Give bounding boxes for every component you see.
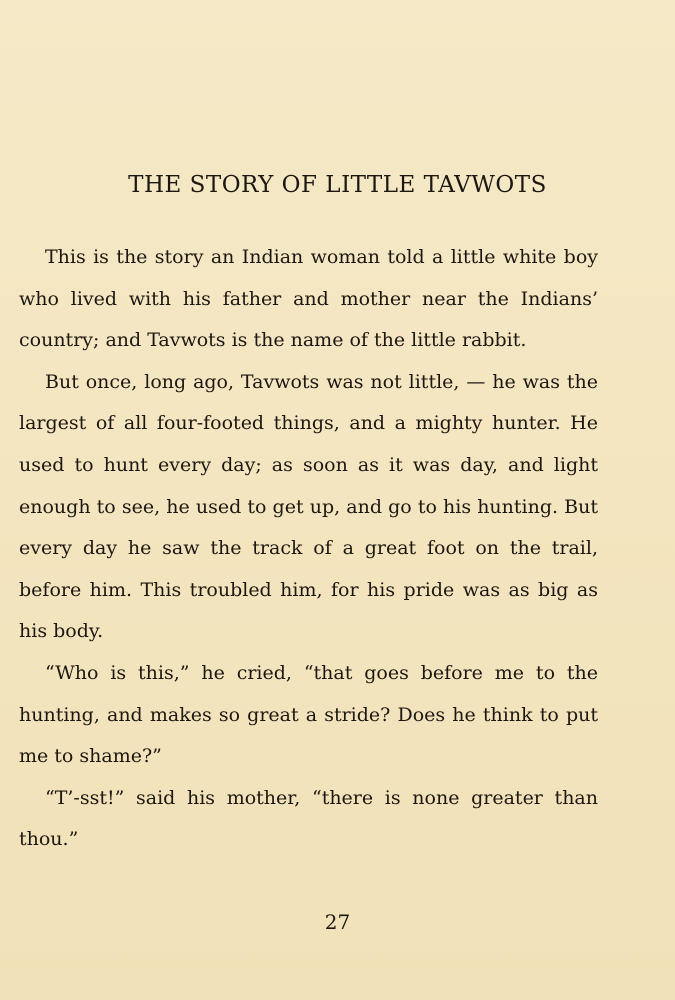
body-text [19, 237, 598, 861]
paragraph: “Who is this,” he cried, “that goes before me to the hunting, and makes so great a stride? Does he think to put me to shame?” [19, 661, 598, 768]
chapter-title: THE STORY OF LITTLE TAVWOTS [128, 172, 547, 198]
page-number: 27 [324, 910, 351, 934]
paragraph: But once, long ago, Tavwots was not little, — he was the largest of all four-footed things, and a mighty hunter. He used to hunt every day; as soon as it was day, and light enough to see, he used to get up, and go to his hunting. But every day he saw the track of a great foot on the trail, before him. This troubled him, for his pride was as big as his body. [19, 370, 598, 643]
paragraph: This is the story an Indian woman told a little white boy who lived with his father and mother near the Indians’ country; and Tavwots is the name of the little rabbit. [19, 246, 598, 352]
paragraph: “T’-sst!” said his mother, “there is none greater than thou.” [19, 786, 598, 851]
